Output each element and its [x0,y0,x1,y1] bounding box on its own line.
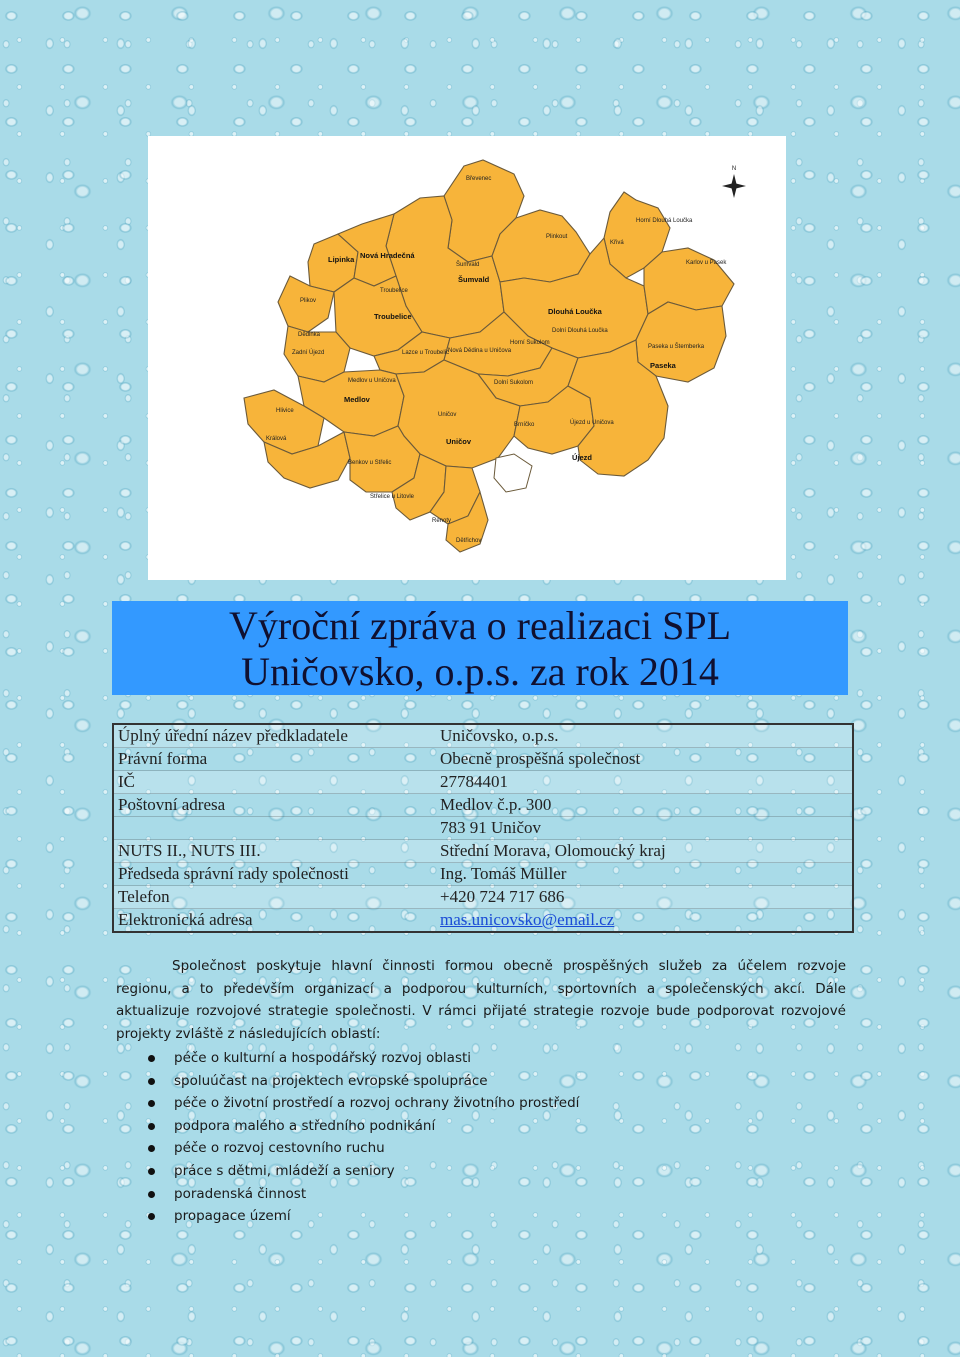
map-label-medlov-u-unicova: Medlov u Uničova [348,378,396,384]
list-item: péče o životní prostředí a rozvoj ochrany životního prostředí [148,1092,579,1115]
list-item: propagace území [148,1205,579,1228]
map-region-paseka [636,302,726,382]
map-label-hlivice: Hlivice [276,408,294,414]
map-label-paseka: Paseka [650,361,676,370]
map-label-brevenec: Břevenec [466,176,492,182]
map-label-plikov: Plikov [300,298,317,304]
table-row [113,748,853,771]
map-label-kralova: Králová [266,436,287,442]
info-label [113,817,436,840]
map-label-medlov: Medlov [344,395,370,404]
compass-icon [722,166,746,198]
table-row [113,886,853,909]
organization-info-table [112,723,854,933]
report-title-line2: Uničovsko, o.p.s. za rok 2014 [241,649,719,694]
map-label-dolni-sukolom: Dolní Sukolom [494,380,534,386]
table-row [113,724,853,748]
map-label-brnicko: Brníčko [514,422,535,428]
info-value: Uničovsko, o.p.s. [436,724,853,748]
map-label-sumvald: Šumvald [458,275,490,284]
map-label-sumvald-small: Šumvald [456,262,480,268]
map-label-horni-sukolom: Horní Sukolom [510,340,550,346]
info-label: IČ [113,771,436,794]
info-value: Obecně prospěšná společnost [440,749,641,768]
map-label-nova-dedina: Nová Dědina u Uničova [448,348,512,354]
table-row [113,771,853,794]
info-label: NUTS II., NUTS III. [113,840,436,863]
list-item: spoluúčast na projektech evropské spolupráce [148,1070,579,1093]
info-value: 27784401 [436,771,853,794]
info-value [436,909,853,933]
compass-label: N [731,166,737,172]
map-label-unicov: Uničov [446,437,472,446]
map-label-detrichov: Dětřichov [456,538,482,544]
map-label-lipinka: Lipinka [328,255,355,264]
map-label-zadni-ujezd: Zadní Újezd [292,350,325,356]
info-value: Ing. Tomáš Müller [440,864,567,883]
email-link[interactable]: mas.unicovsko@email.cz [440,910,615,929]
info-label: Právní forma [118,749,208,768]
info-label: Telefon [113,886,436,909]
table-row [113,863,853,886]
list-item: poradenská činnost [148,1183,579,1206]
table-row [113,817,853,840]
map-label-karlov: Karlov u Pasek [686,260,727,266]
map-label-paseka-u-sternberka: Paseka u Šternberka [648,344,705,350]
map-label-dedinka: Dědinka [298,332,321,338]
map-label-horni-dlouha-loucka: Horní Dlouhá Loučka [636,218,693,224]
list-item: podpora malého a středního podnikání [148,1115,579,1138]
map-label-ujezd: Újezd [572,453,593,462]
table-row [113,909,853,933]
description-paragraph: Společnost poskytuje hlavní činnosti formou obecně prospěšných služeb za účelem rozvoje regionu, a to především organizací a podporou kulturních, sportovních a společenských akcí. Dále aktualizuje rozvojové strategie společnosti. V rámci přijaté strategie rozvoje bude podporovat rozvojové projekty zvláště z následujících oblastí: [116,958,846,1042]
map-label-plinkout: Plinkout [546,234,568,240]
map-region-karlov [644,248,734,314]
info-value: 783 91 Uničov [440,818,542,837]
map-label-renoty: Renoty [432,518,452,524]
map-label-troubelice: Troubelice [374,312,412,321]
map-svg [148,136,786,580]
report-title-line1: Výroční zpráva o realizaci SPL [228,603,731,648]
activity-list [148,1047,579,1228]
map-label-kriva: Křivá [610,240,624,246]
report-title [112,601,848,695]
table-row [113,794,853,817]
list-item: péče o rozvoj cestovního ruchu [148,1137,579,1160]
info-label: Předseda správní rady společnosti [118,864,349,883]
list-item: práce s dětmi, mládeží a seniory [148,1160,579,1183]
info-value: Střední Morava, Olomoucký kraj [436,840,853,863]
map-label-unicov-small: Uničov [438,412,457,418]
table-row [113,840,853,863]
info-value: +420 724 717 686 [436,886,853,909]
map-label-benkov: Benkov u Střelic [348,460,392,466]
info-label: Elektronická adresa [118,910,253,929]
map-label-dolni-dlouha-loucka: Dolní Dlouhá Loučka [552,328,608,334]
map-label-strelice: Střelice u Litovle [370,494,415,500]
list-item: péče o kulturní a hospodářský rozvoj oblasti [148,1047,579,1070]
info-label: Úplný úřední název předkladatele [113,724,436,748]
map-label-lazce: Lazce u Troubelic [402,350,450,356]
map-label-nova-hradecna: Nová Hradečná [360,251,415,260]
info-value: Medlov č.p. 300 [440,795,552,814]
region-map [148,136,786,580]
map-label-troubelice-small: Troubelice [380,288,408,294]
info-label: Poštovní adresa [118,795,226,814]
map-label-dlouha-loucka: Dlouhá Loučka [548,307,602,316]
map-label-ujezd-u-unicova: Újezd u Uničova [570,420,614,426]
